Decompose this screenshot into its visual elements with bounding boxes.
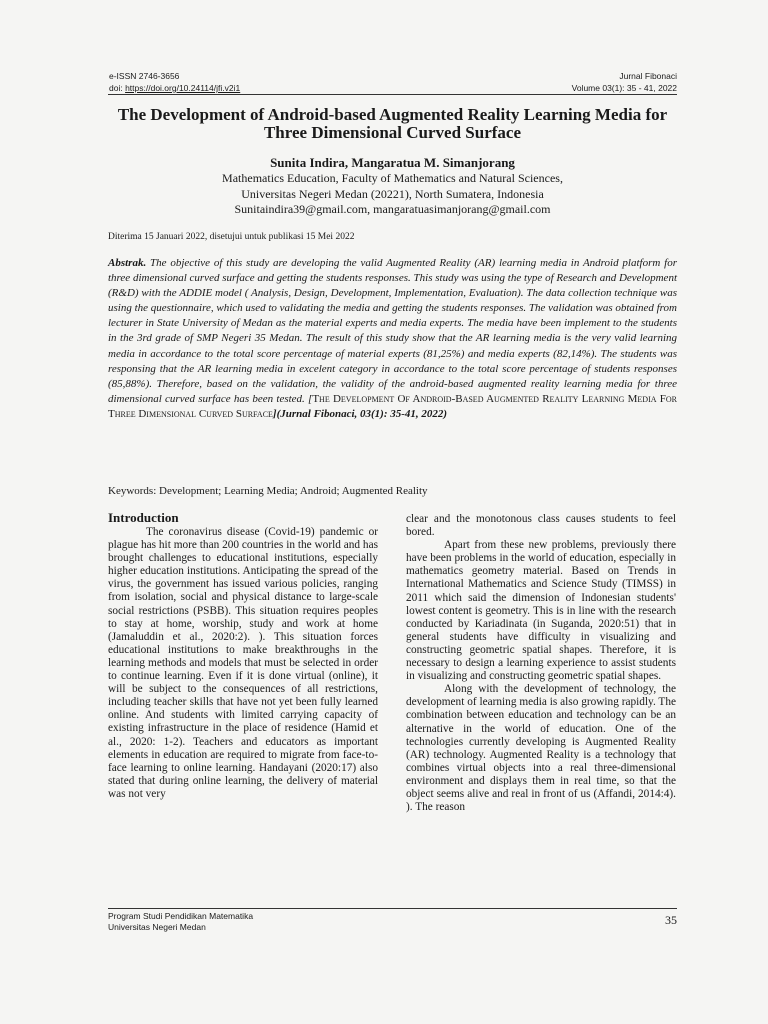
affiliation-line-1: Mathematics Education, Faculty of Mathematics and Natural Sciences,: [222, 171, 563, 185]
abstract-body: The objective of this study are developing the valid Augmented Reality (AR) learning media in Android platform for three dimensional curved surface and getting the students responses. This study was using the type of Research and Development (R&D) with the ADDIE model ( Analysis, Design, Development, Implementation, Evaluation). The data collection technique was using the questionnaire, which used to validating the media and getting the students responses. The validation was obtained from lecturer in State University of Medan as the material experts and media experts. The media have been implement to the students in the 3rd grade of SMP Negeri 35 Medan. The result of this study show that the AR learning media is the very valid learning media in accordance to the total score percentage of material experts (81,25%) and media experts (82,14%). The students was responsing that the AR learning media in excelent category in accordance to the total score percentage of students responses (85,88%). Therefore, based on the validation, the validity of the android-based augmented reality learning media for three dimensional curved surface has been tested. [: [108, 257, 677, 405]
paragraph-3: Along with the development of technology, the development of learning media is also growing rapidly. The combination between education and technology can be an alternative in the world of education. One of the technologies currently developing is Augmented Reality (AR) technology. Augmented Reality is a technology that combines virtual objects into a real three-dimensional environment and displays them in real time, so that the object seems alive and real in front of us (Affandi, 2014:4). ). The reason: [406, 683, 676, 814]
header-left: [109, 70, 240, 94]
keywords: Keywords: Development; Learning Media; Android; Augmented Reality: [108, 485, 428, 497]
paper-title: The Development of Android-based Augmented Reality Learning Media for Three Dimensional Curved Surface: [117, 105, 668, 142]
doi-prefix: doi:: [109, 83, 126, 93]
authors: Sunita Indira, Mangaratua M. Simanjorang: [270, 155, 515, 170]
section-heading-introduction: Introduction: [108, 510, 179, 525]
affiliation-line-2: Universitas Negeri Medan (20221), North Sumatera, Indonesia: [241, 186, 544, 201]
author-emails: Sunitaindira39@gmail.com, mangaratuasimanjorang@gmail.com: [234, 202, 551, 216]
paragraph-1: The coronavirus disease (Covid-19) pandemic or plague has hit more than 200 countries in the world and has brought challenges to educational institutions, especially higher education institutions. Anticipating the spread of the virus, the government has issued various policies, ranging from isolation, social and physical distance to large-scale social restrictions (PSBB). This situation requires peoples to stay at home, worship, study and work at home (Jamaluddin et al., 2020:2). ). This situation forces educational institutions to make breakthroughs in the learning methods and models that must be selected in order to continue learning. Even if it is done virtual (online), it will be subject to the consequences of all restrictions, including teacher skills that have not yet been fully learned online. And students with limited carrying capacity of existing infrastructure in the place of residence (Hamid et al., 2020: 1-2). Teachers and educators as important elements in education are required to migrate from face-to-face learning to online learning. Handayani (2020:17) also stated that during online learning, the delivery of material was not very: [108, 526, 378, 800]
abstract-citation: ](Jurnal Fibonaci, 03(1): 35-41, 2022): [272, 407, 448, 420]
abstract-label: Abstrak.: [108, 257, 147, 269]
column-left: [108, 509, 378, 801]
volume-info: Volume 03(1): 35 - 41, 2022: [571, 83, 677, 93]
footer-university: Universitas Negeri Medan: [108, 921, 206, 932]
abstract-reference-title: The Development Of Android-Based Augmented Reality Learning Media For Three Dimensional Curved Surface: [108, 392, 677, 420]
issn: e-ISSN 2746-3656: [109, 71, 180, 81]
journal-name: Jurnal Fibonaci: [619, 71, 677, 81]
footer-program: Program Studi Pendidikan Matematika: [108, 911, 254, 921]
paragraph-2: Apart from these new problems, previously there have been problems in the world of education, especially in mathematics geometry material. Based on Trends in International Mathematics and Science Study (TIMSS) in 2011 which said the dimension of Indonesian students' lowest content is geometry. This is in line with the research conducted by Kariadinata (in Suganda, 2020:51) that in general students have difficulty in visualizing and constructing geometric spatial shapes. Therefore, it is necessary to design a learning experience to assist students in visualizing and constructing geometric spatial shapes.: [406, 539, 676, 683]
header-right: [572, 70, 677, 94]
column-right: [406, 513, 676, 814]
header-rule: [108, 94, 677, 95]
doi-line: [109, 82, 240, 94]
doi-link[interactable]: https://doi.org/10.24114/jfi.v2i1: [125, 83, 241, 93]
abstract: [108, 256, 677, 422]
footer-rule: [108, 908, 677, 909]
affiliation: [108, 171, 677, 218]
paragraph-1-continued: clear and the monotonous class causes students to feel bored.: [406, 513, 676, 539]
received-date: Diterima 15 Januari 2022, disetujui untuk publikasi 15 Mei 2022: [108, 232, 355, 242]
page-number: 35: [665, 913, 677, 927]
footer: [108, 911, 253, 932]
